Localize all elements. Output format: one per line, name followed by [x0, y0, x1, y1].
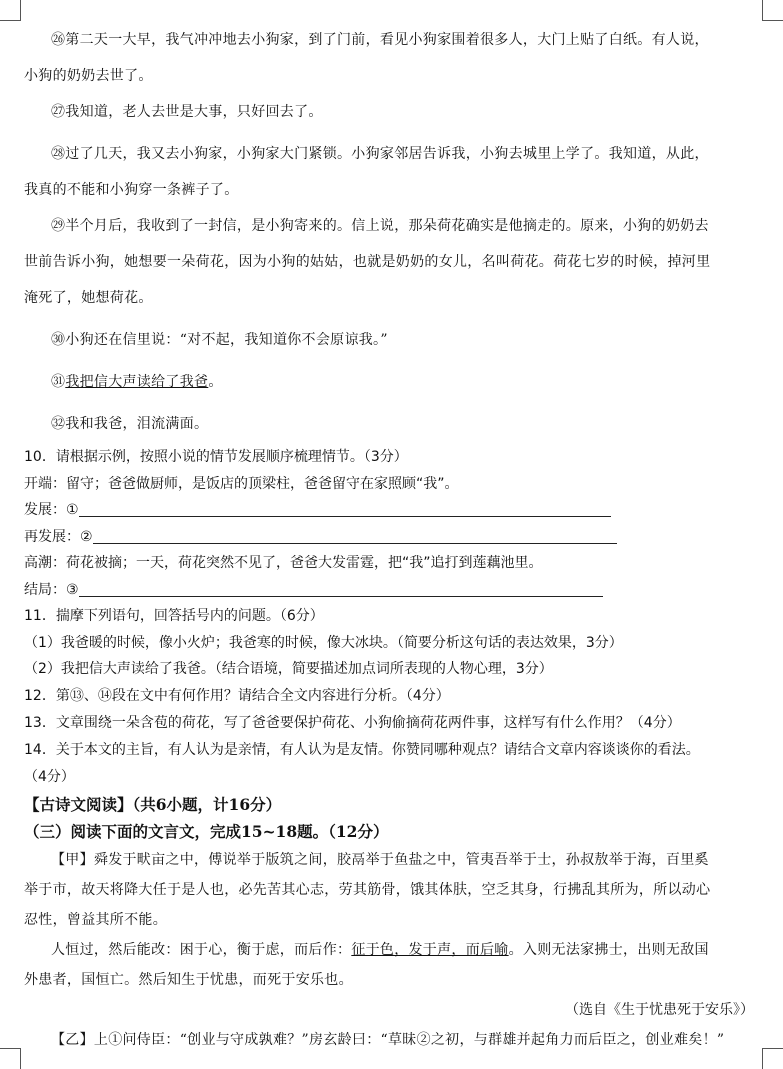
questions-block	[24, 444, 764, 791]
classical-jia-4-underlined: 征于色，发于声，而后喻	[351, 941, 509, 958]
paragraph-29-cont2	[24, 280, 764, 316]
paragraph-26-line-1: ㉖第二天一大早，我气冲冲地去小狗家，到了门前，看见小狗家围着很多人，大门上贴了白纸。有人说，	[51, 32, 709, 48]
classical-text	[24, 845, 764, 1055]
paragraph-28-cont	[24, 172, 764, 208]
redevelopment-label: 再发展：②	[24, 528, 93, 545]
paragraph-27-text: ㉗我知道，老人去世是大事，只好回去了。	[51, 104, 323, 120]
question-11: 11．揣摩下列语句，回答括号内的问题。（6分）	[24, 608, 324, 624]
paragraph-30	[24, 322, 764, 358]
classical-jia-2: 举于市，故天将降大任于是人也，必先苦其心志，劳其筋骨，饿其体肤，空乏其身，行拂乱其所为，所以动心	[24, 881, 711, 898]
crop-mark-top-right	[762, 0, 783, 21]
redevelopment-answer-line[interactable]	[93, 528, 617, 544]
classical-jia-4	[24, 935, 764, 965]
section-subheading: （三）阅读下面的文言文，完成15~18题。（12分）	[24, 821, 389, 841]
paragraph-29	[24, 208, 764, 244]
paragraph-30-text: ㉚小狗还在信里说：“对不起，我知道你不会原谅我。”	[51, 332, 388, 348]
paragraph-26-line-2: 小狗的奶奶去世了。	[24, 68, 153, 84]
classical-yi: 【乙】上①问侍臣：“创业与守成孰难？”房玄龄曰：“草昧②之初，与群雄并起角力而后臣之，创业难矣！”	[51, 1031, 725, 1048]
paragraph-31-number: ㉛	[51, 374, 66, 390]
crop-mark-top-left	[0, 0, 21, 21]
question-10-ending	[24, 577, 764, 604]
classical-jia-4-a: 人恒过，然后能改：困于心，衡于虑，而后作：	[51, 941, 352, 958]
paragraph-31-underlined: 我把信大声读给了我爸	[65, 374, 209, 390]
crop-mark-bottom-right	[762, 1048, 783, 1069]
classical-source: （选自《生于忧患死于安乐》）	[565, 1001, 754, 1018]
paragraph-28-line-2: 我真的不能和小狗穿一条裤子了。	[24, 182, 239, 198]
classical-jia-4-b: 。入则无法家拂士，出则无敌国	[508, 941, 709, 958]
question-10: 10．请根据示例，按照小说的情节发展顺序梳理情节。（3分）	[24, 449, 408, 465]
paragraph-32-text: ㉜我和我爸，泪流满面。	[51, 416, 209, 432]
question-13: 13．文章围绕一朵含苞的荷花，写了爸爸要保护荷花、小狗偷摘荷花两件事，这样写有什么作用？（4分）	[24, 714, 681, 731]
ending-label: 结局：③	[24, 581, 79, 598]
question-12: 12．第⑬、⑭段在文中有何作用？请结合全文内容进行分析。（4分）	[24, 687, 450, 704]
question-14-score: （4分）	[24, 768, 75, 785]
paragraph-32	[24, 406, 764, 442]
development-answer-line[interactable]	[79, 501, 611, 517]
paragraph-29-line-2: 世前告诉小狗，她想要一朵荷花，因为小狗的姑姑，也就是奶奶的女儿，名叫荷花。荷花七岁的时候，掉河里	[24, 254, 711, 270]
question-11-1: （1）我爸暖的时候，像小火炉；我爸寒的时候，像大冰块。（简要分析这句话的表达效果，3分）	[24, 634, 623, 651]
paragraph-26-cont	[24, 58, 764, 94]
classical-jia-5: 外患者，国恒亡。然后知生于忧患，而死于安乐也。	[24, 971, 353, 988]
classical-jia-1: 【甲】舜发于畎亩之中，傅说举于版筑之间，胶鬲举于鱼盐之中，管夷吾举于士，孙叔敖举于海，百里奚	[51, 851, 709, 868]
question-10-development	[24, 497, 764, 524]
paragraph-26	[24, 22, 764, 58]
paragraph-31-end: 。	[208, 374, 223, 390]
ending-answer-line[interactable]	[79, 581, 603, 597]
crop-mark-bottom-left	[0, 1048, 21, 1069]
question-10-opening: 开端：留守；爸爸做厨师，是饭店的顶梁柱，爸爸留守在家照顾“我”。	[24, 475, 459, 492]
section-heading: 【古诗文阅读】（共6小题，计16分）	[24, 794, 282, 814]
paragraph-31	[24, 364, 764, 400]
paragraph-29-line-1: ㉙半个月后，我收到了一封信，是小狗寄来的。信上说，那朵荷花确实是他摘走的。原来，小狗的奶奶去	[51, 218, 709, 234]
question-10-climax: 高潮：荷花被摘；一天，荷花突然不见了，爸爸大发雷霆，把“我”追打到莲藕池里。	[24, 555, 543, 571]
question-14: 14．关于本文的主旨，有人认为是亲情，有人认为是友情。你赞同哪种观点？请结合文章内容谈谈你的看法。	[24, 741, 700, 758]
question-10-redevelopment	[24, 524, 764, 551]
classical-jia-3: 忍性，曾益其所不能。	[24, 911, 167, 928]
paragraph-28	[24, 136, 764, 172]
paragraph-27	[24, 94, 764, 130]
paragraph-29-line-3: 淹死了，她想荷花。	[24, 290, 153, 306]
exam-page	[24, 22, 764, 1055]
paragraph-29-cont	[24, 244, 764, 280]
paragraph-28-line-1: ㉘过了几天，我又去小狗家，小狗家大门紧锁。小狗家邻居告诉我，小狗去城里上学了。我知道，从此，	[51, 146, 709, 162]
question-11-2: （2）我把信大声读给了我爸。（结合语境，简要描述加点词所表现的人物心理，3分）	[24, 661, 553, 677]
development-label: 发展：①	[24, 502, 79, 518]
